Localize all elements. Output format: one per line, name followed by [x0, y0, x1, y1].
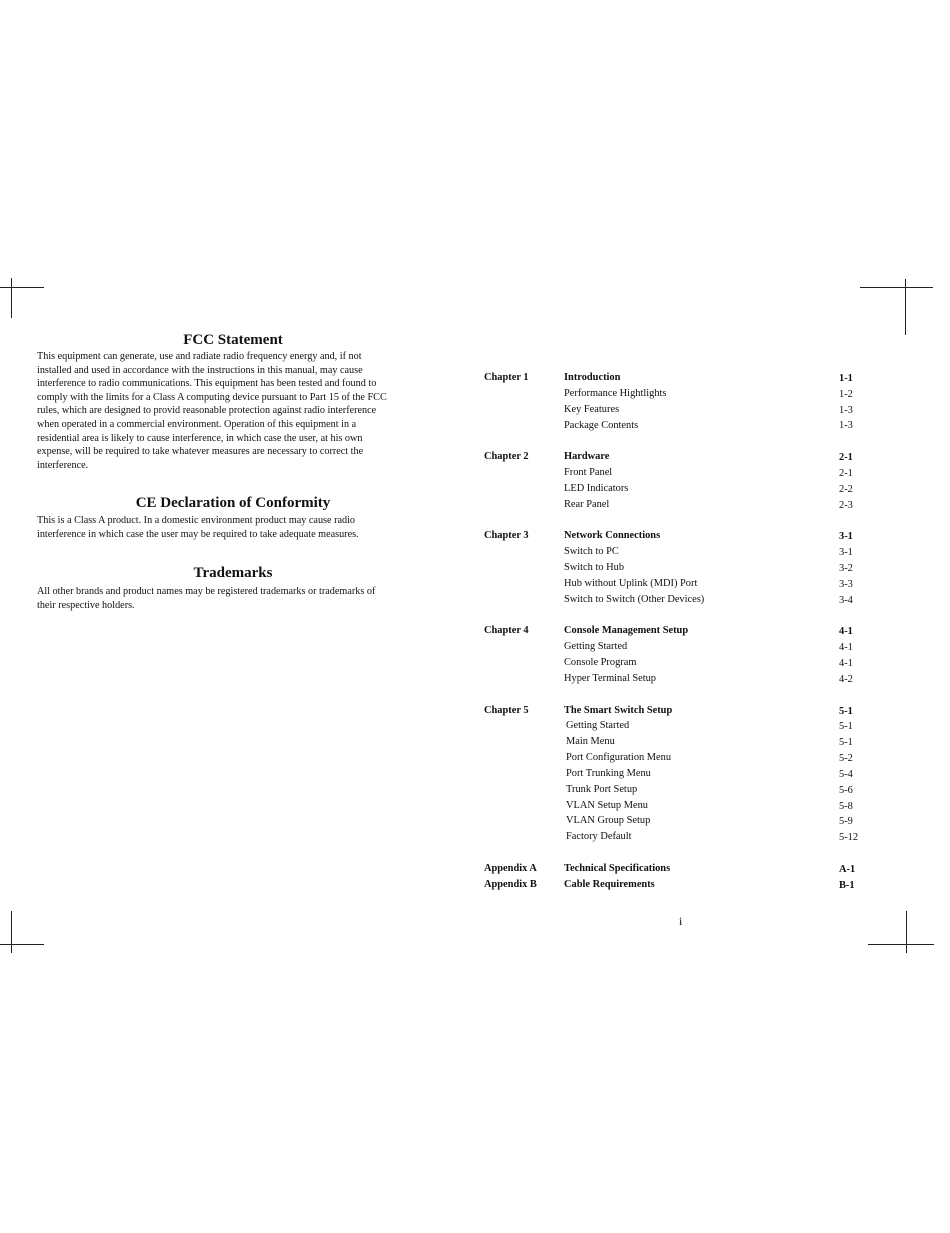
text-line: This is a Class A product. In a domestic environment product may cause radio — [37, 515, 356, 526]
toc-item-page: 5-1 — [839, 721, 853, 732]
toc-chapter-page: 4-1 — [839, 626, 853, 637]
toc-item-title: Getting Started — [564, 641, 628, 652]
crop-mark — [11, 911, 12, 953]
text-line: interference to radio communications. This equipment has been tested and found to — [37, 378, 377, 390]
toc-chapter-label: Chapter 1 — [484, 372, 529, 383]
toc-item-title: Switch to PC — [564, 546, 619, 557]
text-line: expense, will be required to take whatever measures are necessary to correct the — [37, 446, 364, 458]
text-line: comply with the limits for a Class A computing device pursuant to Part 15 of the FCC — [37, 391, 387, 403]
toc-item-title: Trunk Port Setup — [566, 784, 638, 795]
toc-item-title: Front Panel — [564, 467, 613, 478]
toc-item-page: 1-3 — [839, 405, 853, 416]
toc-chapter-label: Chapter 3 — [484, 530, 529, 541]
toc-chapter-label: Chapter 5 — [484, 705, 529, 716]
toc-item-page: 2-3 — [839, 500, 853, 511]
text-line: interference. — [37, 459, 89, 471]
toc-item-page: 1-3 — [839, 420, 853, 431]
toc-item-page: 2-1 — [839, 468, 853, 479]
crop-mark — [0, 944, 44, 945]
text-line: their respective holders. — [37, 599, 135, 611]
toc-item-title: Switch to Switch (Other Devices) — [564, 594, 705, 605]
toc-item-title: Hyper Terminal Setup — [564, 673, 656, 684]
toc-item-title: Factory Default — [566, 831, 632, 842]
toc-item-page: 5-6 — [839, 785, 853, 796]
fcc-heading: FCC Statement — [183, 332, 283, 348]
crop-mark — [11, 278, 12, 318]
toc-item-title: Getting Started — [566, 720, 630, 731]
toc-item-page: 1-2 — [839, 389, 853, 400]
toc-item-page: 2-2 — [839, 484, 853, 495]
trademarks-paragraph — [37, 585, 432, 612]
toc-item-page: 3-4 — [839, 595, 853, 606]
toc-chapter-page: 1-1 — [839, 373, 853, 384]
toc-appendix-title: Cable Requirements — [564, 879, 655, 890]
toc-appendix-label: Appendix B — [484, 879, 537, 890]
toc-item-title: Performance Hightlights — [564, 388, 667, 399]
toc-chapter-page: 2-1 — [839, 452, 853, 463]
toc-item-title: LED Indicators — [564, 483, 629, 494]
toc-chapter-title: Hardware — [564, 451, 610, 462]
toc-chapter-label: Chapter 4 — [484, 625, 529, 636]
toc-item-title: Main Menu — [566, 736, 615, 747]
toc-appendix-title: Technical Specifications — [564, 863, 671, 874]
crop-mark — [860, 287, 933, 288]
toc-chapter-title: Introduction — [564, 372, 621, 383]
text-line: installed and used in accordance with the instructions in this manual, may cause — [37, 364, 363, 376]
fcc-paragraph — [37, 350, 432, 472]
crop-mark — [868, 944, 934, 945]
toc-item-page: 4-1 — [839, 658, 853, 669]
ce-paragraph — [37, 514, 432, 541]
toc-chapter-title: Console Management Setup — [564, 625, 689, 636]
toc-item-title: Port Configuration Menu — [566, 752, 672, 763]
text-line: All other brands and product names may be registered trademarks or trademarks of — [37, 586, 376, 597]
text-line: rules, which are designed to provid reasonable protection against radio interference — [37, 405, 377, 417]
text-line: residential area is likely to cause interference, in which case the user, at his own — [37, 432, 363, 444]
toc-item-page: 3-3 — [839, 579, 853, 590]
toc-appendix-page: A-1 — [839, 864, 856, 875]
toc-chapter-title: Network Connections — [564, 530, 661, 541]
toc-item-title: Switch to Hub — [564, 562, 625, 573]
ce-heading: CE Declaration of Conformity — [135, 495, 331, 511]
crop-mark — [906, 911, 907, 953]
crop-mark — [0, 287, 44, 288]
crop-mark — [905, 279, 906, 335]
toc-appendix-page: B-1 — [839, 880, 855, 891]
toc-item-page: 3-2 — [839, 563, 853, 574]
page-number: i — [679, 914, 683, 928]
toc-item-page: 5-8 — [839, 801, 853, 812]
text-line: when operated in a commercial environment. Operation of this equipment in a — [37, 418, 357, 430]
text-line: interference in which case the user may be required to take adequate measures. — [37, 528, 359, 540]
toc-item-page: 5-12 — [839, 832, 859, 843]
toc-chapter-page: 3-1 — [839, 531, 853, 542]
toc-item-title: Package Contents — [564, 420, 639, 431]
trademarks-heading: Trademarks — [193, 565, 273, 581]
toc-item-title: Key Features — [564, 404, 620, 415]
toc-item-title: VLAN Setup Menu — [566, 800, 648, 811]
toc-item-page: 4-2 — [839, 674, 853, 685]
toc-item-page: 4-1 — [839, 642, 853, 653]
toc-item-page: 5-9 — [839, 816, 853, 827]
toc-item-title: Rear Panel — [564, 499, 610, 510]
toc-chapter-title: The Smart Switch Setup — [564, 705, 673, 716]
toc-item-title: Console Program — [564, 657, 637, 668]
toc-item-page: 3-1 — [839, 547, 853, 558]
text-line: This equipment can generate, use and radiate radio frequency energy and, if not — [37, 351, 362, 362]
toc-item-page: 5-1 — [839, 737, 853, 748]
toc-item-title: VLAN Group Setup — [566, 815, 651, 826]
toc-appendix-label: Appendix A — [484, 863, 537, 874]
toc-item-page: 5-2 — [839, 753, 853, 764]
toc-chapter-label: Chapter 2 — [484, 451, 529, 462]
toc-item-title: Hub without Uplink (MDI) Port — [564, 578, 698, 589]
toc-chapter-page: 5-1 — [839, 706, 853, 717]
toc-item-page: 5-4 — [839, 769, 853, 780]
toc-item-title: Port Trunking Menu — [566, 768, 651, 779]
